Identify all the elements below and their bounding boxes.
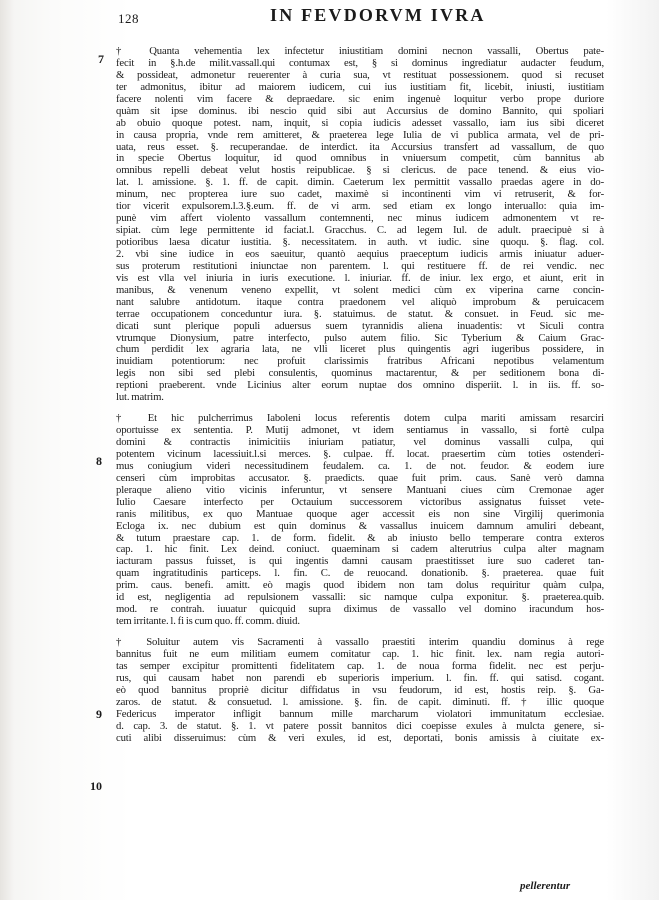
text-line: † Soluitur autem vis Sacramenti à vassallo praestiti interim quandiu dominus à rege — [116, 637, 604, 648]
text-line: inuidiam potentiorum: nec profuit clarissimis fratribus Africani nepotibus velamentum — [116, 356, 604, 368]
text-line: quam ingratitudinis particeps. l. fin. C. de reuocand. donationib. §. praeterea. quae fuit — [116, 568, 604, 580]
text-line: † Et hic pulcherrimus Iaboleni locus referentis dotem culpa mariti amissam resarciri — [116, 413, 604, 425]
paragraph-2 — [116, 413, 604, 628]
text-line: bannitus fuit ne eum militiam eumem comitatur cap. 1. hic finit. lex. nam regia autori- — [116, 648, 604, 660]
text-line: tem irritante. l. fi is cum quo. ff. comm. diuid. — [116, 616, 300, 628]
text-line: potentem vicinum lacessiuit.l.si merces. §. culpae. ff. locat. praesertim cùm toties ostenderi- — [116, 448, 604, 460]
margin-number-9: 9 — [96, 707, 102, 721]
paragraph-3 — [116, 637, 604, 744]
text-line: tas semper excipitur promittenti fidelitatem cap. 1. de noua forma fidelit. nec est perju- — [116, 660, 604, 672]
text-line: minum, nec propterea iure suo cadet, maximè si incontinenti vim vi retruserit, & for- — [116, 189, 604, 201]
text-line: quàm sit ipse dominus. ibi nescio quid sibi aut Accursius de domino Bannito, qui spoliari — [116, 105, 604, 117]
text-line: † Quanta vehementia lex infectetur iniustitiam domini necnon vassalli, Obertus pate- — [116, 46, 604, 57]
text-line: mus coniugium videri necessitudinem feudalem. ca. 1. de not. feudor. & eodem iure — [116, 460, 604, 472]
text-line: terrae occupationem conceduntur iura. §. statuimus. de statut. & consuet. in Feud. sic me- — [116, 308, 604, 320]
text-line: sipiat. cùm lege permittente id faciat.l. Gracchus. C. ad legem Iul. de adult. praecipuè si à — [116, 225, 604, 237]
text-line: reptioni praeberent. vnde Licinius alter eorum nuptae dos omnino disperiit. l. in iis. ff. so- — [116, 380, 604, 392]
text-line: ter admonitus, ibitur ad maiorem iudicem, cui ius iustitiam fit, licebit, iniusti, iustitiam — [116, 81, 604, 93]
text-line: chum perdidit lex agraria lata, ne vlli liceret plus quingentis agri iugeribus possidere, in — [116, 344, 604, 356]
text-line: fecit in §.h.de milit.vassall.qui contumax est, § si dominus ingrediatur audacter feudum, — [116, 57, 604, 69]
text-line: ab obuio quoque potest. nam, inquit, si copia iudicis adesset vassallo, iam ius sibi diceret — [116, 117, 604, 129]
text-line: lat. l. amissione. §. 1. ff. de capit. dimin. Caeterum lex permittit vassallo praedas agere in do- — [116, 177, 604, 189]
text-line: vtrumque Dionysium, patre interfecto, pulso autem filio. Sic Tyberium & Caium Grac- — [116, 332, 604, 344]
text-line: vis est vlla vel iniuria in iuris executione. l. iniuriar. ff. de iniur. lex ergo, et aiunt, erit in — [116, 272, 604, 284]
text-line: in specie Obertus loquitur, id quod omnibus in vniuersum competit, cùm bannitus ab — [116, 153, 604, 165]
text-line: manibus, & venenum veneno expellit, vt solent medici cùm ex viperina carne concin- — [116, 284, 604, 296]
text-line: pleraque alieno vitio vicinis inferuntur, vt sensere Mantuani ciues cùm Cremonae ager — [116, 484, 604, 496]
text-line: dicati sunt plerique populi aduersus suem tyrannidis aliena inuadentis: vt Siculi contra — [116, 320, 604, 332]
body-text — [116, 46, 604, 753]
text-line: zaros. de statut. & consuetud. l. amissione. §. fin. de capit. diminuti. ff. † illic quoque — [116, 696, 604, 708]
text-line: d. cap. 3. de statut. §. 1. vt patere possit bannitos dici coepisse exules à mulcta genere, si- — [116, 720, 604, 732]
text-line: oportuisse ex sententia. P. Mutij admonet, vt idem sentiamus in vassallo, si fortè culpa — [116, 425, 604, 437]
text-line: potioribus laesa dicatur iustitia. §. necessitatem. in auth. vt iudic. sine quoqu. §. flag. col. — [116, 237, 604, 248]
text-line: censeri cùm improbitas accusator. §. praedicts. quae fuit prim. caus. Sanè verò damna — [116, 472, 604, 484]
page-gutter-shadow — [0, 0, 14, 900]
text-line: & tutum praestare cap. 1. de form. fidelit. & ab iniusto bello temperare contra exteros — [116, 532, 604, 544]
paragraph-1 — [116, 46, 604, 404]
margin-number-7: 7 — [98, 52, 104, 66]
text-line: lut. matrim. — [116, 392, 164, 404]
text-line: ranis militibus, ex quo Mantuae quoque ager accessit eis non sine Virgilij querimonia — [116, 508, 604, 520]
text-line: uata, reus esset. §. recuperandae. de interdict. ita Accursius transfert ad vassallum, de quo — [116, 141, 604, 153]
text-line: domini & contractis inimicitiis iniuriam patiatur, vel dominus vassalli culpa, qui — [116, 437, 604, 448]
text-line: sus proterum restitutioni iniunctae non parentem. l. qui restituere ff. de rei vendic. nec — [116, 260, 604, 272]
text-line: cap. 1. hic finit. Lex deind. coniuct. quaeminam si cadem alterutrius culpa alter magnam — [116, 544, 604, 556]
text-line: mod. re contrah. iuuatur quicquid supra diximus de vassallo vel domino iracundum hos- — [116, 604, 604, 616]
text-line: omnibus repelli debeat velut hostis reipublicae. § si clericus. de pace tenend. & eius vio- — [116, 165, 604, 177]
text-line: Ecloga ix. nec dubium est quin dominus & vassallus inuicem damnum amuliri debeant, — [116, 520, 604, 532]
margin-number-10: 10 — [90, 779, 102, 793]
text-line: & possideat, admonetur reuerenter à curia sua, vt restituat possessionem. quod si recuset — [116, 69, 604, 81]
text-line: prim. caus. benefi. amitt. eò magis quod ibidem non tam dolus requiritur quàm culpa, — [116, 580, 604, 592]
text-line: nant salubre antidotum. itaque contra praedonem vel aliquò improbum & peruicacem — [116, 296, 604, 308]
text-line: 2. vbi sine iudice in eos saeuitur, quantò aequius praeceptum iudicis armis iniuatur aduer- — [116, 248, 604, 260]
text-line: in causa propria, vnde rem amitteret, & praeterea lege Iulia de vi publica armata, vel de pri- — [116, 129, 604, 141]
text-line: id est, negligentia ad repulsionem vassalli: sic namque culpa exponitur. §. praeterea.quib. — [116, 592, 604, 604]
text-line: tior vicerit expulsorem.l.3.§.eum. ff. de vi arm. sed etiam ex longo interuallo: quia im- — [116, 201, 604, 213]
text-line: rus, qui causam habet non parendi eb superioris imperium. l. fin. ff. qui satisd. cogant. — [116, 672, 604, 684]
text-line: cuti alibi disseruimus: cùm & veri exules, id est, deportati, bonis amissis à ciuitate ex- — [116, 732, 604, 744]
running-head: IN FEVDORVM IVRA — [270, 5, 486, 25]
text-line: punè vim affert violento vassallum contemnenti, nec minus iudicem admonentem vt re- — [116, 213, 604, 225]
margin-number-8: 8 — [96, 454, 102, 468]
catchword: pellerentur — [520, 880, 571, 892]
text-line: Iulio Caesare interfecto per Octauium successorem victoribus assignatus fuisset vete- — [116, 496, 604, 508]
text-line: eò quod bannitus propriè dicitur diffidatus in vsu feudorum, id est, hostis reip. §. Ga- — [116, 684, 604, 696]
text-line: iacturam passus fuisset, is qui ingentis damni causam praestitisset iure suo caderet tan- — [116, 556, 604, 568]
text-line: Federicus imperator infligit bannum mille marcharum violatori immunitatum ecclesiae. — [116, 708, 604, 720]
page-number: 128 — [118, 11, 139, 26]
text-line: legis non sibi sed plebi consulentis, quominus mactarentur, & per seditionem bona di- — [116, 368, 604, 380]
text-line: facere nolenti vim facere & depraedare. sic enim ingenuè loquitur verbo prope duriore — [116, 93, 604, 105]
page-header — [0, 4, 659, 34]
